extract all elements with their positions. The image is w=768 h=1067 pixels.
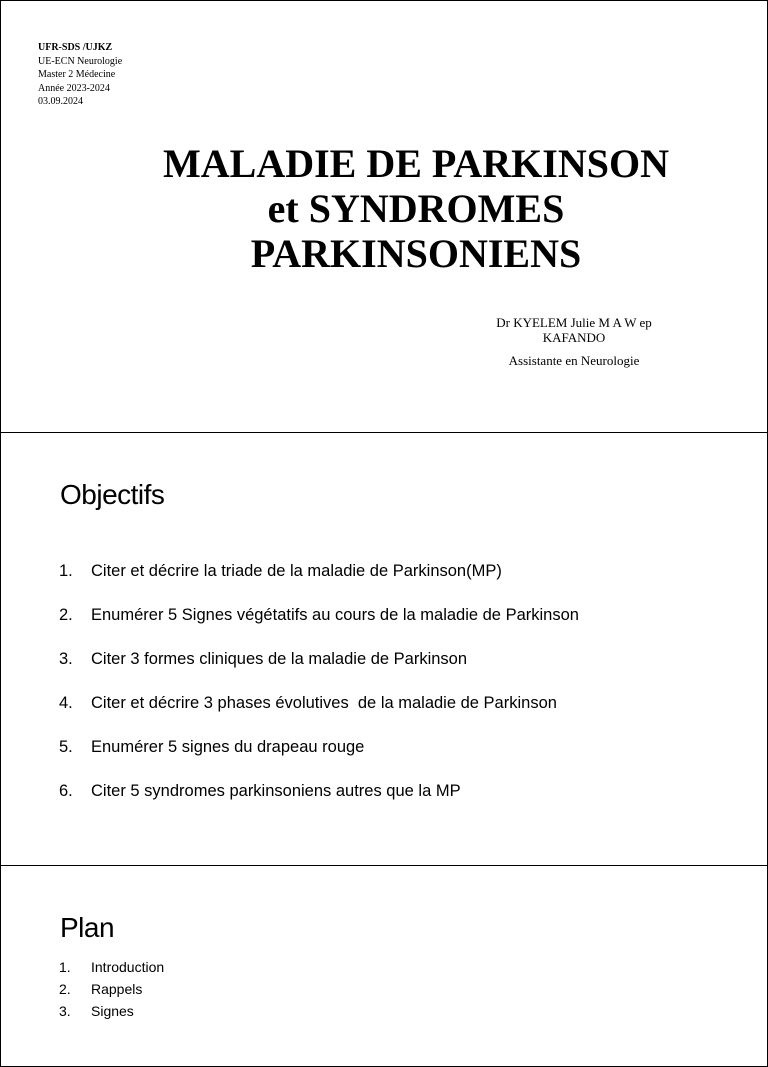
item-text: Citer et décrire la triade de la maladie de Parkinson(MP) bbox=[91, 562, 502, 580]
objectives-slide bbox=[0, 432, 768, 866]
presentation-title bbox=[101, 141, 731, 276]
list-item bbox=[59, 693, 579, 737]
author-name-line-1: Dr KYELEM Julie M A W ep bbox=[496, 315, 652, 330]
list-item bbox=[59, 605, 579, 649]
slide-heading: Plan bbox=[60, 912, 115, 943]
plan-list bbox=[59, 957, 164, 1023]
institution-name: UFR-SDS /UJKZ bbox=[38, 42, 113, 53]
item-text: Rappels bbox=[91, 981, 143, 997]
item-number: 2. bbox=[59, 606, 73, 624]
list-item bbox=[59, 561, 579, 605]
item-number: 3. bbox=[59, 650, 73, 668]
author-role: Assistante en Neurologie bbox=[508, 353, 640, 368]
title-line-1: MALADIE DE PARKINSON bbox=[163, 141, 669, 186]
item-text: Introduction bbox=[91, 959, 165, 975]
plan-slide bbox=[0, 865, 768, 1067]
title-line-2: et SYNDROMES bbox=[267, 186, 565, 231]
list-item bbox=[59, 957, 164, 979]
item-number: 4. bbox=[59, 694, 73, 712]
lecture-date: 03.09.2024 bbox=[38, 96, 83, 107]
course-unit: UE-ECN Neurologie bbox=[38, 55, 123, 67]
item-number: 2. bbox=[59, 981, 71, 997]
item-text: Enumérer 5 signes du drapeau rouge bbox=[91, 738, 365, 756]
item-text: Citer et décrire 3 phases évolutives de la maladie de Parkinson bbox=[91, 694, 557, 712]
slide-heading: Objectifs bbox=[60, 479, 165, 510]
title-slide bbox=[0, 0, 768, 433]
list-item bbox=[59, 649, 579, 693]
title-line-3: PARKINSONIENS bbox=[250, 231, 582, 276]
list-item bbox=[59, 781, 579, 825]
item-number: 3. bbox=[59, 1003, 71, 1019]
item-number: 1. bbox=[59, 562, 73, 580]
institution-header bbox=[38, 41, 122, 109]
item-text: Signes bbox=[91, 1003, 134, 1019]
objectives-list bbox=[59, 561, 579, 825]
program-level: Master 2 Médecine bbox=[38, 69, 116, 80]
item-text: Citer 3 formes cliniques de la maladie de Parkinson bbox=[91, 650, 468, 668]
item-number: 5. bbox=[59, 738, 73, 756]
author-name-line-2: KAFANDO bbox=[542, 330, 606, 345]
item-number: 6. bbox=[59, 782, 73, 800]
academic-year: Année 2023-2024 bbox=[38, 82, 110, 94]
list-item bbox=[59, 1001, 164, 1023]
list-item bbox=[59, 979, 164, 1001]
item-text: Citer 5 syndromes parkinsoniens autres que la MP bbox=[91, 782, 461, 800]
item-number: 1. bbox=[59, 959, 71, 975]
list-item bbox=[59, 737, 579, 781]
author-block bbox=[474, 315, 674, 368]
item-text: Enumérer 5 Signes végétatifs au cours de la maladie de Parkinson bbox=[91, 606, 579, 624]
